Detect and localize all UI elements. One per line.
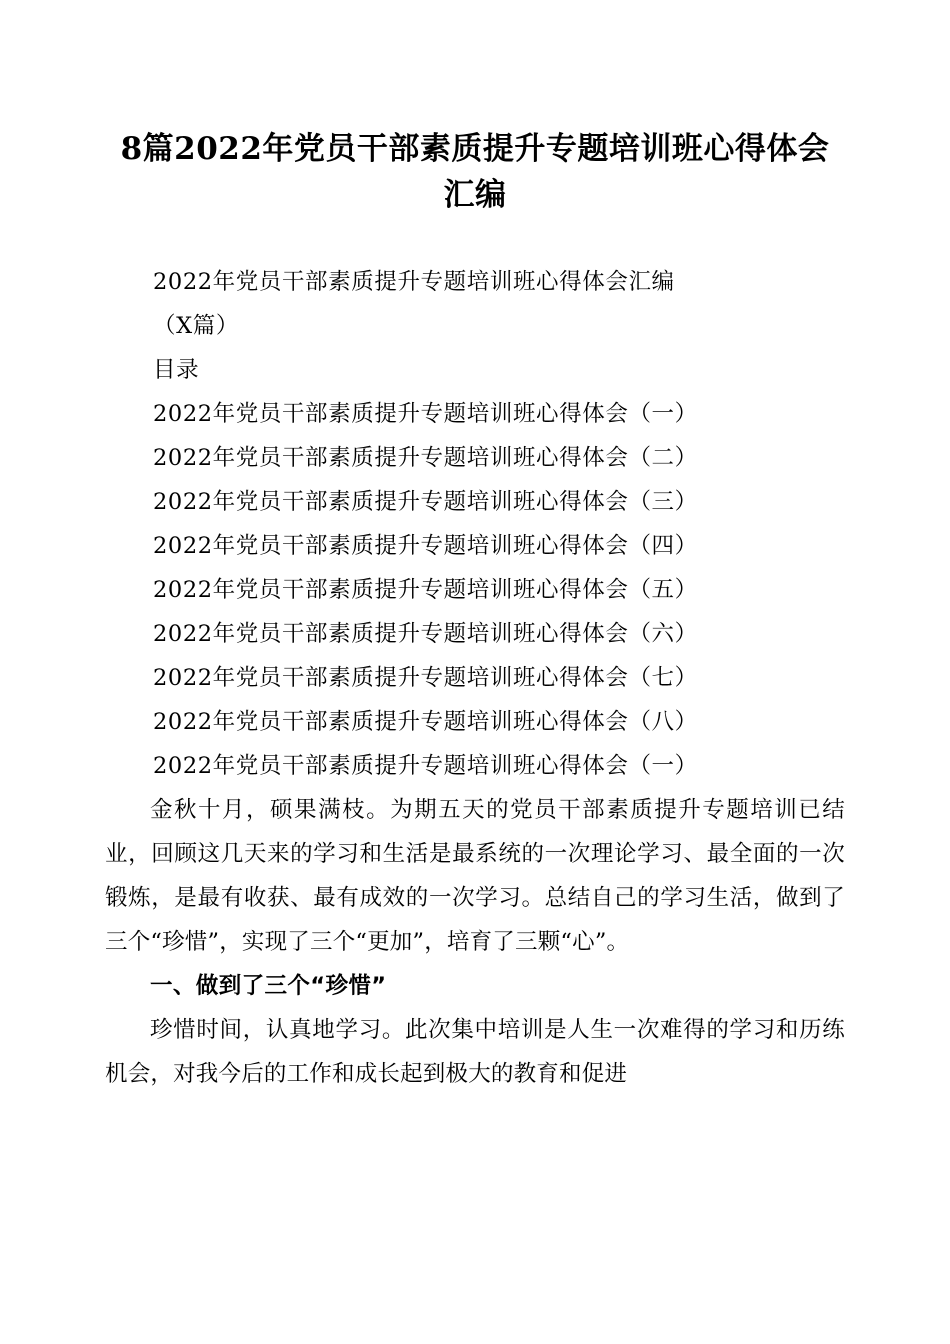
page-title: 8篇2022年党员干部素质提升专题培训班心得体会汇编 bbox=[120, 131, 830, 213]
toc-item[interactable]: 2022年党员干部素质提升专题培训班心得体会（一） bbox=[153, 401, 698, 427]
toc-item[interactable]: 2022年党员干部素质提升专题培训班心得体会（四） bbox=[153, 533, 698, 559]
article-paragraph: 金秋十月，硕果满枝。为期五天的党员干部素质提升专题培训已结业，回顾这几天来的学习和生活是最系统的一次理论学习、最全面的一次锻炼，是最有收获、最有成效的一次学习。总结自己的学习生活，做到了三个“珍惜”，实现了三个“更加”，培育了三颗“心”。 bbox=[105, 797, 845, 955]
article-section-heading: 一、做到了三个“珍惜” bbox=[150, 973, 387, 999]
toc-item[interactable]: 2022年党员干部素质提升专题培训班心得体会（二） bbox=[153, 445, 698, 471]
toc-label: 目录 bbox=[153, 357, 200, 383]
compilation-title-line: 2022年党员干部素质提升专题培训班心得体会汇编 bbox=[153, 269, 675, 295]
document-body bbox=[105, 218, 845, 1096]
toc-item[interactable]: 2022年党员干部素质提升专题培训班心得体会（六） bbox=[153, 621, 698, 647]
article-paragraph: 珍惜时间，认真地学习。此次集中培训是人生一次难得的学习和历练机会，对我今后的工作和成长起到极大的教育和促进 bbox=[105, 1017, 845, 1087]
article-heading: 2022年党员干部素质提升专题培训班心得体会（一） bbox=[153, 753, 698, 779]
table-of-contents bbox=[105, 392, 845, 744]
toc-item[interactable]: 2022年党员干部素质提升专题培训班心得体会（七） bbox=[153, 665, 698, 691]
toc-item[interactable]: 2022年党员干部素质提升专题培训班心得体会（三） bbox=[153, 489, 698, 515]
toc-item[interactable]: 2022年党员干部素质提升专题培训班心得体会（八） bbox=[153, 709, 698, 735]
compilation-count-note: （X篇） bbox=[153, 313, 239, 339]
toc-item[interactable]: 2022年党员干部素质提升专题培训班心得体会（五） bbox=[153, 577, 698, 603]
